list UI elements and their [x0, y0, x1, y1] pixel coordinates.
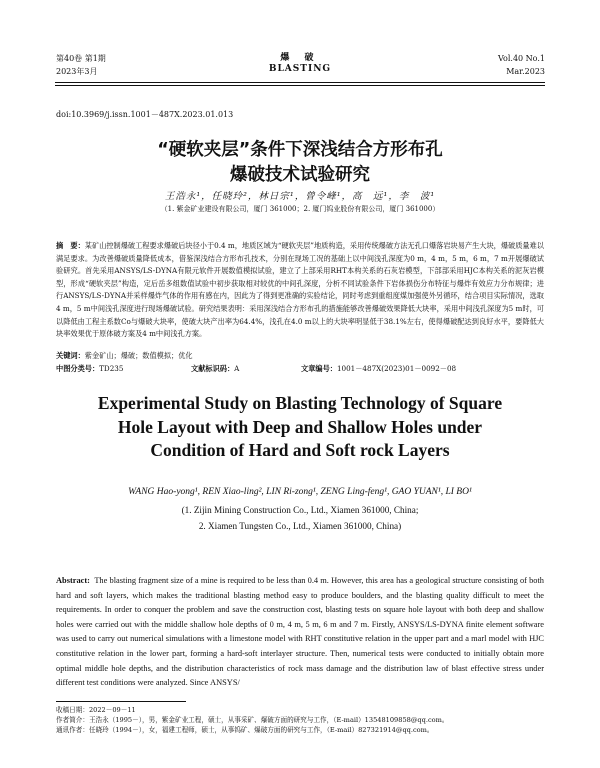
header-rule-thin [55, 85, 545, 86]
affiliation-en-line1: (1. Zijin Mining Construction Co., Ltd., Xiamen 361000, China; [181, 505, 419, 515]
date-cn: 2023年3月 [56, 67, 98, 76]
footnote-rule [56, 701, 186, 702]
abstract-en-label: Abstract: [56, 576, 90, 585]
keywords-label: 关键词： [56, 351, 85, 360]
title-cn [0, 138, 600, 188]
received-date: 收稿日期：2022－09－11 [56, 706, 136, 714]
header-rule-thick [55, 82, 545, 83]
abstract-cn-label: 摘 要： [56, 241, 85, 250]
clc-value: TD235 [99, 364, 124, 373]
footnotes [56, 705, 556, 735]
volume-issue-en: Vol.40 No.1 [498, 54, 545, 63]
journal-name-en: BLASTING [268, 64, 332, 74]
code-label: 文献标识码： [191, 364, 235, 373]
authors-cn: 王浩永¹，任晓玲²，林日宗¹，曾令峰¹，高 远¹，李 波¹ [164, 191, 436, 202]
keywords-cn [56, 351, 193, 361]
abstract-en-text: The blasting fragment size of a mine is required to be less than 0.4 m. However, this area has a geological structure consisting of both hard and soft layers, which makes the traditional blasting method easy to produce boulders, and the blasting quality difficult to meet the requirements. In order to conquer the problem and save the construction cost, blasting tests on square hole layout with both deep and shallow holes were carried out with the middle shallow hole depths of 0 m, 4 m, 5 m, 6 m and 7 m. Firstly, ANSYS/LS-DYNA finite element software was used to carry out numerical simulations with a limestone model with RHT constitutive relation in the upper part and a marl model with HJC constitutive relation in the lower part, forming a hard-soft interlayer structure. Then, numerical tests were conducted to initially obtain more optimal middle hole depths, and the distribution characteristics of rock mass damage and the distribution law of blast effective stress under different test conditions were analyzed. Since ANSYS/ [56, 576, 544, 688]
affiliation-en [0, 502, 600, 534]
volume-issue-cn: 第40卷 第1期 [56, 54, 106, 63]
corresponding-author: 通讯作者：任晓玲（1994－），女，福建工程师，硕士，从事钨矿、爆破方面的研究与工作，（E-mail）827321914@qq.com。 [56, 726, 434, 734]
title-en-line2: Hole Layout with Deep and Shallow Holes under [117, 416, 483, 437]
journal-name-cn: 爆 破 [280, 53, 320, 63]
clc-label: 中图分类号： [56, 364, 100, 373]
affiliation-cn: （1. 紫金矿业建设有限公司，厦门 361000；2. 厦门钨业股份有限公司，厦门 361000） [160, 205, 440, 213]
title-cn-line2: 爆破技术试验研究 [230, 165, 370, 185]
author-bio: 作者简介：王浩永（1995－），男，紫金矿业工程，硕士，从事采矿、爆破方面的研究与工作，（E-mail）13548109858@qq.com。 [56, 716, 449, 724]
code-value: A [234, 364, 240, 373]
article-label: 文章编号： [301, 364, 337, 373]
abstract-cn-text: 某矿山控制爆破工程要求爆破后块径小于0.4 m，地质区域为“硬软夹层”地质构造，采用传统爆破方法无孔口爆落岩块易产生大块，爆破质量难以满足要求。为改善爆破质量降低成本，借鉴深浅结合方形布孔技术，分别在现场工况的基础上以中间浅孔深度为0 m，4 m，5 m，6 m，7 m开展爆破试验研究。首先采用ANSYS/LS-DYNA有限元软件开展数值模拟试验，建立了上部采用RHT本构关系的石灰岩模型，下部部采用HJC本构关系的泥灰岩模型，形成“硬软夹层”构造，定后岳多组数值试验中初步获取相对较优的中间孔深度，分析不同试验条件下岩体损伤分布特征与爆炸有效应力分布规律；进行ANSYS/LS-DYNA并采样爆炸气体的作用有感在内，因此为了得到更准确的实验结论，同时考虑到重组度煤加强使外另循环，结合项目实际情况，选取4 m，5 m中间浅孔深度进行现场爆破试验。研究结果表明：采用深浅结合方形布孔的措施能够改善爆破效果降低大块率，采用中间浅孔深度为5 m时，可以降低由工程主系数Co与爆破大块率，使破大块产出率为64.4%，浅孔在4.0 m以上的大块率明显低于38.1%左右，使得爆破配达到良好水平，要降低大块率效果优于原体破方案及4 m中间浅孔方案。 [56, 241, 544, 339]
abstract-en [56, 574, 544, 691]
header-volume-en [498, 52, 545, 78]
title-en [0, 392, 600, 463]
classification-row [56, 364, 544, 374]
keywords-text: 紫金矿山；爆破；数值模拟；优化 [84, 351, 193, 360]
authors-en: WANG Hao-yong¹, REN Xiao-ling², LIN Ri-zong¹, ZENG Ling-feng¹, GAO YUAN¹, LI BO¹ [128, 487, 472, 497]
title-en-line3: Condition of Hard and Soft rock Layers [150, 440, 450, 460]
title-cn-line1: “硬软夹层”条件下深浅结合方形布孔 [157, 140, 443, 160]
abstract-cn [56, 240, 544, 341]
article-value: 1001－487X(2023)01－0092－08 [336, 364, 457, 373]
affiliation-en-line2: 2. Xiamen Tungsten Co., Ltd., Xiamen 361000, China) [198, 521, 402, 531]
title-en-line1: Experimental Study on Blasting Technology of Square [97, 393, 503, 413]
doi: doi:10.3969/j.issn.1001－487X.2023.01.013 [56, 110, 234, 119]
date-en: Mar.2023 [506, 67, 545, 76]
